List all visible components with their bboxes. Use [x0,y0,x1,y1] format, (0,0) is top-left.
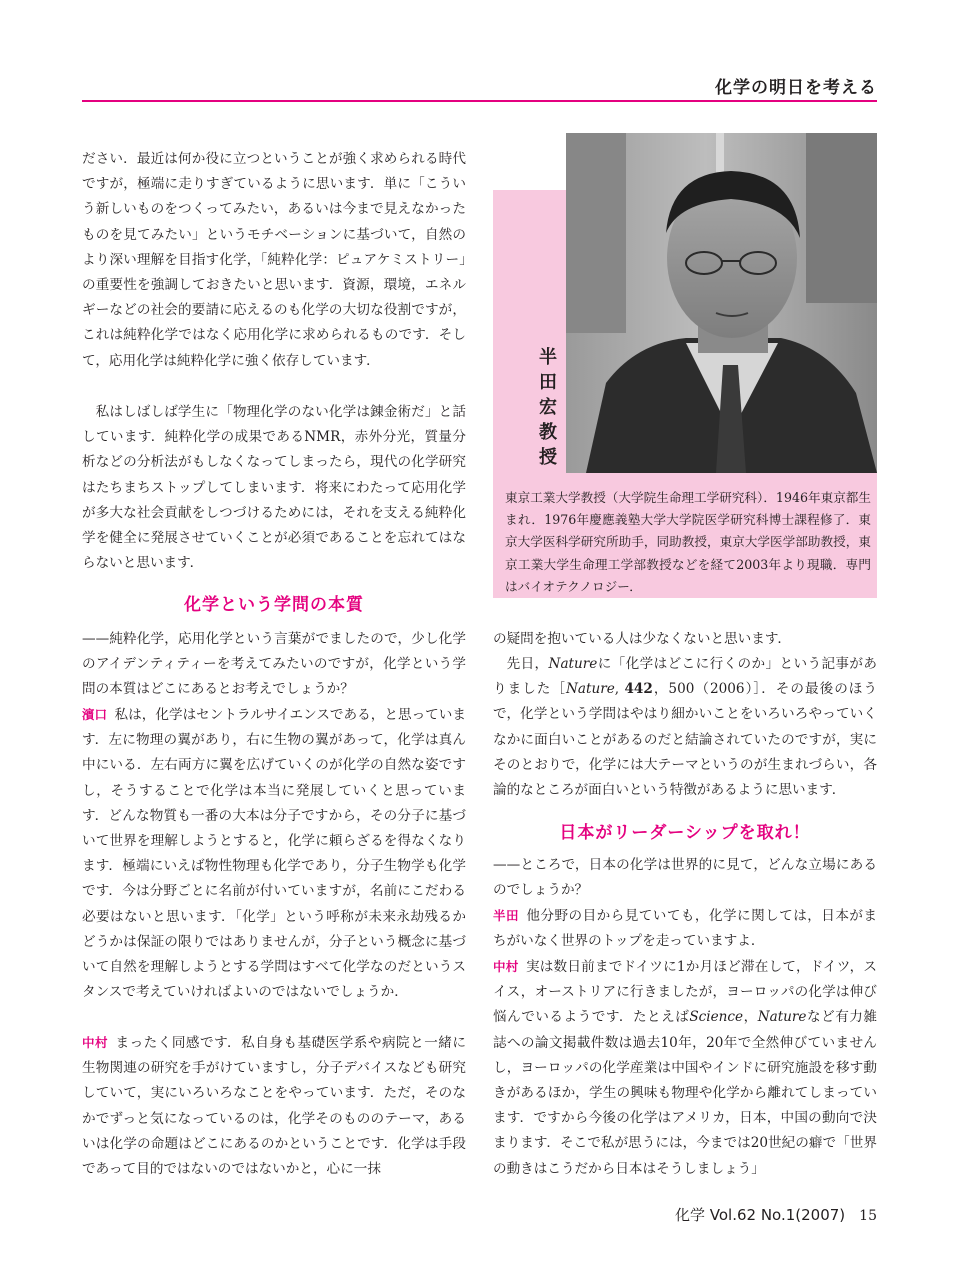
name-char: 教 [539,422,557,443]
speaker-name: 中村 [493,959,519,974]
text-run: ，500（2006）］．その最後のほうで，化学という学問はやはり細かいことをいろいろやっていくなかに面白いことがあるのだと結論されていたのですが，実にそのとおりで，化学には大テーマというのが生まれづらい，各論的なところが面白いという特徴があるように思います． [493,681,877,799]
left-para-2: 私はしばしば学生に「物理化学のない化学は錬金術だ」と話しています．純粋化学の成果であるNMR，赤外分光，質量分析などの分析法がもしなくなってしまったら，現代の化学研究はたちまちストップしてしまいます．将来にわたって応用化学が多大な社会貢献をしつづけるためには，それを支える純粋化学を健全に発展させていくことが必須であることを忘れてはならないと思います． [82,404,466,572]
ref-volume: 442 [624,681,653,698]
remark-text: まったく同感です．私自身も基礎医学系や病院と一緒に生物関連の研究を手がけていますし，分子デバイスなども研究していて，実にいろいろなことをやっています．ただ，そのなかでずっと気になっているのは，化学そのもののテーマ，あるいは化学の命題はどこにあるのかということです．化学は手段であって目的ではないのではないかと，心に一抹 [82,1035,466,1178]
speaker-name: 半田 [493,908,519,923]
journal-name: Nature [548,656,598,672]
speaker-nakamura-remark-2 [493,954,877,1182]
speaker-hamaguchi-remark [82,702,466,1005]
section-heading-leadership: 日本がリーダーシップを取れ！ [559,823,811,843]
page-footer [675,1204,877,1225]
remark-text: 他分野の目から見ていても，化学に関しては，日本がまちがいなく世界のトップを走っていますよ． [493,908,877,950]
interviewee-name-vertical [536,345,560,470]
running-header: 化学の明日を考える [715,78,877,98]
journal-name: Nature [757,1009,807,1026]
left-para-1: ださい．最近は何か役に立つということが強く求められる時代ですが，極端に走りすぎているように思います．単に「こういう新しいものをつくってみたい，あるいは今まで見えなかったものを見てみたい」というモチベーションに基づいて，自然のより深い理解を目指す化学，「純粋化学：ピュアケミストリー」の重要性を強調しておきたいと思います．資源，環境，エネルギーなどの社会的要請に応えるのも化学の大切な役割ですが，これは純粋化学ではなく応用化学に求められるものです．そして，応用化学は純粋化学に強く依存しています． [82,151,466,369]
name-char: 宏 [539,397,557,418]
text-run: など有力雑誌への論文掲載件数は過去10年，20年で全然伸びていませんし，ヨーロッパの化学産業は中国やインドに研究施設を移す動きがあるほか，学生の興味も物理や化学から離れてしまっています．ですから今後の化学はアメリカ，日本，中国の動向で決まります．そこで私が思うには，今までは20世紀の癖で「世界の動きはこうだから日本はそうしましょう」 [493,1009,878,1177]
name-char: 田 [539,372,557,393]
journal-citation: 化学 Vol.62 No.1(2007) [675,1206,846,1224]
section-heading-essence: 化学という学問の本質 [184,595,364,615]
interview-question-2: ——ところで，日本の化学は世界的に見て，どんな立場にあるのでしょうか？ [493,857,877,899]
portrait-photo [566,133,877,473]
speaker-nakamura-remark [82,1030,466,1182]
speaker-name: 濱口 [82,707,108,722]
header-rule [82,100,877,102]
right-para-1: の疑問を抱いている人は少なくないと思います． [493,631,791,647]
profile-bio: 東京工業大学教授（大学院生命理工学研究科）．1946年東京都生まれ．1976年慶應義塾大学大学院医学研究科博士課程修了．東京大学医科学研究所助手，同助教授，東京大学医学部助教授，東京工業大学生命理工学部教授などを経て2003年より現職．専門はバイオテクノロジー． [505,490,871,594]
page-number: 15 [859,1208,877,1224]
speaker-handa-remark [493,903,877,954]
right-para-2: 先日，Natureに「化学はどこに行くのか」という記事がありました［Nature, 442，500（2006）］．その最後のほうで，化学という学問はやはり細かいことをいろいろやっていくなかに面白いことがあるのだと結論されていたのですが，実にそのとおりで，化学には大テーマというのが生まれづらい，各論的なところが面白いという特徴があるように思います． [493,656,877,799]
speaker-name: 中村 [82,1035,108,1050]
name-char: 授 [539,447,557,468]
name-char: 半 [539,347,557,368]
journal-name: Science [689,1009,744,1026]
text-run: 先日， [506,656,549,672]
ref-journal: Nature [566,681,615,698]
interview-question-1: ——純粋化学，応用化学という言葉がでましたので，少し化学のアイデンティティーを考えてみたいのですが，化学という学問の本質はどこにあるとお考えでしょうか？ [82,631,466,698]
portrait-illustration [566,133,877,473]
text-run: 実は数日前までドイツに1か月ほど滞在して，ドイツ，スイス，オーストリアに行きましたが，ヨーロッパの化学は伸び悩んでいるようです．たとえば [493,959,877,1026]
remark-text: 私は，化学はセントラルサイエンスである，と思っています．左に物理の翼があり，右に生物の翼があって，化学は真ん中にいる．左右両方に翼を広げていくのが化学の自然な姿ですし，そうすることで化学は本当に発展していくと思っています．どんな物質も一番の大本は分子ですから，その分子に基づいて世界を理解しようとすると，化学に頼らざるを得なくなります．極端にいえば物性物理も化学であり，分子生物学も化学です．今は分野ごとに名前が付いていますが，名前にこだわる必要はないと思います．「化学」という呼称が未来永劫残るかどうかは保証の限りではありませんが，分子という概念に基づいて自然を理解しようとする学問はすべて化学なのだというスタンスで考えていければよいのではないでしょうか． [82,707,466,1001]
text-run: に「化学はどこに行くのか」という記事がありました［ [493,656,877,698]
text-run: ， [743,1009,758,1026]
